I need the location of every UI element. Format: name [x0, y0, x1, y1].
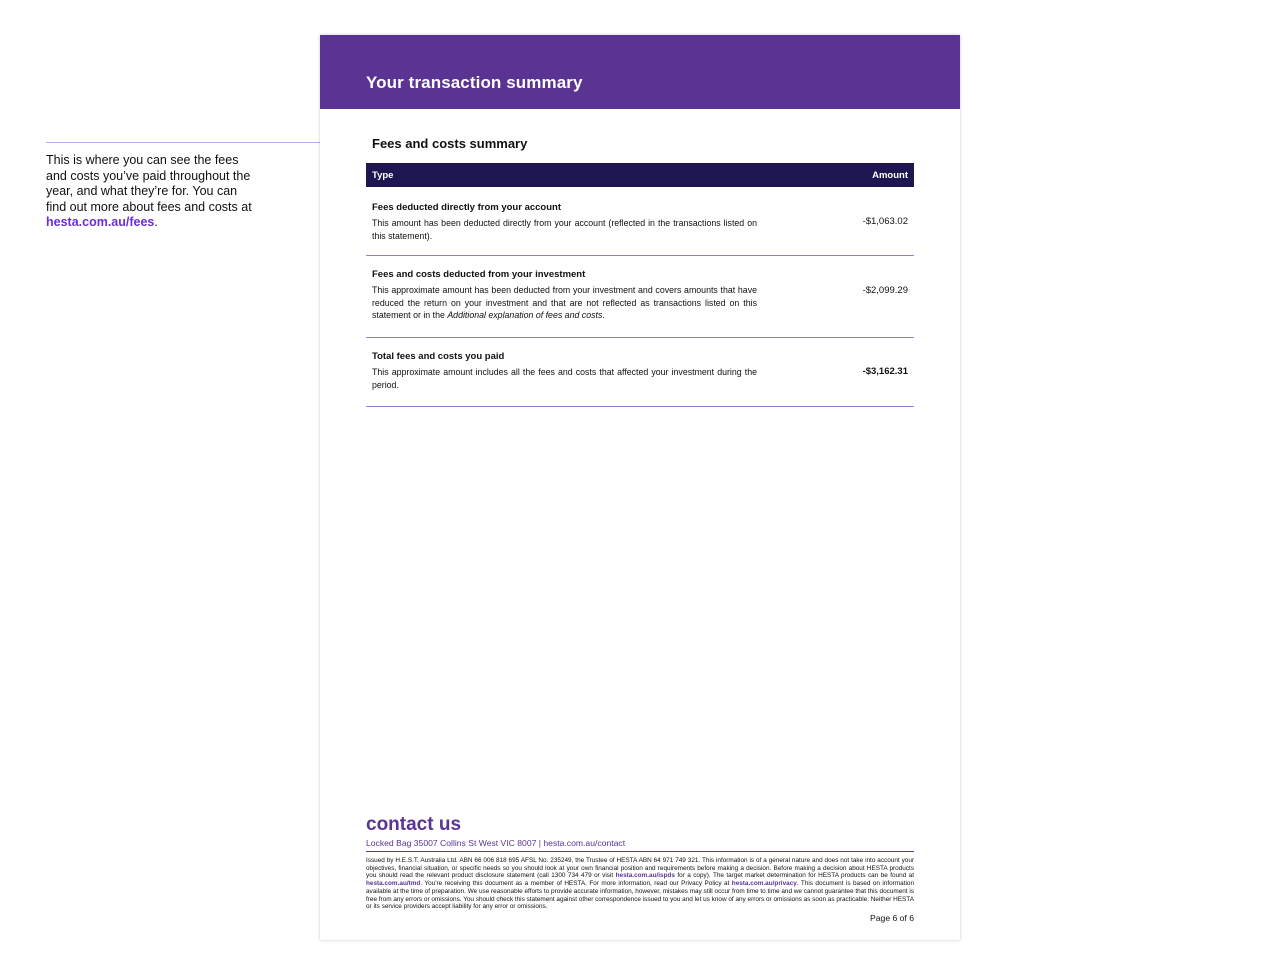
tmd-link[interactable]: hesta.com.au/tmd — [366, 880, 421, 888]
disclaimer-text: . This document is based on information available at the time of preparation. We use reasonable efforts to provide accurate information, however, mistakes may still occur from time to time and we cannot guarantee that this document is free from any errors or omissions. You should check this statement against other correspondence issued to you and let us know of any errors or omissions as soon as practicable. Neither HESTA or its service providers accept liability for any error or omissions. — [366, 880, 915, 911]
column-header-type: Type — [372, 169, 394, 181]
row-title: Fees and costs deducted from your investment — [372, 269, 586, 280]
row-description — [372, 284, 757, 322]
annotation-callout — [46, 153, 256, 231]
row-title: Fees deducted directly from your account — [372, 202, 561, 213]
fees-table — [366, 163, 914, 407]
contact-title: contact us — [366, 814, 462, 835]
annotation-suffix: . — [154, 215, 158, 229]
row-amount: -$1,063.02 — [862, 216, 908, 227]
table-row — [366, 256, 914, 338]
disclaimer-text: . You're receiving this document as a member of HESTA. For more information, read our Privacy Policy at — [420, 880, 730, 888]
row-description: This amount has been deducted directly from your account (reflected in the transactions listed on this statement). — [372, 218, 757, 241]
row-title: Total fees and costs you paid — [372, 351, 505, 362]
row-description-text: This approximate amount has been deducted from your investment and covers amounts that have reduced the return on your investment and that are not reflected as transactions listed on this statement or in the — [372, 285, 757, 320]
fees-link[interactable]: hesta.com.au/fees — [46, 215, 155, 229]
column-header-amount: Amount — [872, 169, 908, 181]
page-header — [320, 35, 960, 109]
annotation-text: This is where you can see the fees and costs you’ve paid throughout the year, and what they’re for. You can find out more about fees and costs at — [46, 153, 252, 214]
disclaimer — [366, 857, 914, 911]
row-description-italic: Additional explanation of fees and costs — [447, 310, 603, 320]
table-row — [366, 187, 914, 256]
page-title: Your transaction summary — [366, 73, 583, 92]
table-header — [366, 163, 914, 187]
disclaimer-text: for a copy). The target market determination for HESTA products can be found at — [677, 872, 915, 880]
footer-divider — [366, 851, 914, 852]
annotation-connector-line — [46, 142, 352, 143]
disclaimer-text: Issued by H.E.S.T. Australia Ltd. ABN 66 006 818 695 AFSL No. 235249, the Trustee of HESTA ABN 64 971 749 321. This information is of a general nature and does not take into account your objectives, financial situation, or specific needs so you should look at your own financial position and requirements before making a decision. Before making a decision about HESTA products you should read the relevant product disclosure statement (call 1300 734 479 or visit — [366, 857, 914, 880]
table-row-total — [366, 338, 914, 407]
section-title: Fees and costs summary — [372, 136, 528, 151]
row-amount-total: -$3,162.31 — [862, 366, 908, 377]
pds-link[interactable]: hesta.com.au/ispds — [615, 872, 675, 880]
row-description-end: . — [602, 310, 605, 320]
row-description: This approximate amount includes all the fees and costs that affected your investment during the period. — [372, 367, 757, 390]
statement-page — [320, 35, 960, 940]
page-number: Page 6 of 6 — [870, 913, 914, 923]
privacy-link[interactable]: hesta.com.au/privacy — [731, 880, 797, 888]
contact-address: Locked Bag 35007 Collins St West VIC 8007 | hesta.com.au/contact — [366, 838, 626, 848]
row-amount: -$2,099.29 — [862, 285, 908, 296]
